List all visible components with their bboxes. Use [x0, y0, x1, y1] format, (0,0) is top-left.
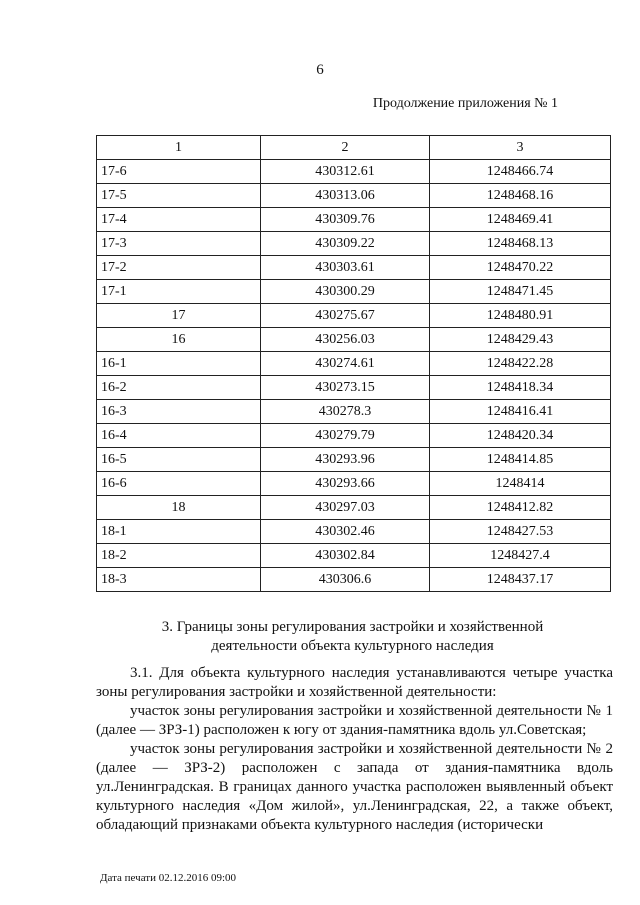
coordinates-table	[96, 135, 611, 592]
y-coordinate-cell: 1248480.91	[430, 304, 611, 328]
x-coordinate-cell: 430312.61	[261, 160, 430, 184]
y-coordinate-cell: 1248466.74	[430, 160, 611, 184]
print-date: Дата печати 02.12.2016 09:00	[100, 872, 237, 884]
x-coordinate-cell: 430306.6	[261, 568, 430, 592]
x-coordinate-cell: 430274.61	[261, 352, 430, 376]
table-row	[97, 448, 611, 472]
header-col-2: 2	[261, 136, 430, 160]
x-coordinate-cell: 430278.3	[261, 400, 430, 424]
table-row	[97, 160, 611, 184]
y-coordinate-cell: 1248414	[430, 472, 611, 496]
paragraph-3: участок зоны регулирования застройки и хозяйственной деятельности № 2 (далее — ЗРЗ-2) расположен с запада от здания-памятника вдоль ул.Ленинградская. В границах данного участка расположен выявленный объект культурного наследия «Дом жилой», ул.Ленинградская, 22, а также объект, обладающий признаками объекта культурного наследия (исторически	[96, 741, 613, 833]
point-label-cell: 17-3	[97, 232, 261, 256]
y-coordinate-cell: 1248471.45	[430, 280, 611, 304]
table-row	[97, 496, 611, 520]
body-text	[96, 664, 613, 835]
x-coordinate-cell: 430293.96	[261, 448, 430, 472]
table-row	[97, 256, 611, 280]
point-label-cell: 16-3	[97, 400, 261, 424]
x-coordinate-cell: 430256.03	[261, 328, 430, 352]
y-coordinate-cell: 1248468.13	[430, 232, 611, 256]
table-row	[97, 472, 611, 496]
section-heading-line-1: 3. Границы зоны регулирования застройки и хозяйственной	[161, 619, 544, 635]
point-label-cell: 16-4	[97, 424, 261, 448]
table-header-row	[97, 136, 611, 160]
y-coordinate-cell: 1248416.41	[430, 400, 611, 424]
paragraph-2: участок зоны регулирования застройки и хозяйственной деятельности № 1 (далее — ЗРЗ-1) расположен к югу от здания-памятника вдоль ул.Советская;	[96, 703, 613, 738]
y-coordinate-cell: 1248420.34	[430, 424, 611, 448]
x-coordinate-cell: 430309.76	[261, 208, 430, 232]
x-coordinate-cell: 430275.67	[261, 304, 430, 328]
y-coordinate-cell: 1248418.34	[430, 376, 611, 400]
table-row	[97, 184, 611, 208]
table-row	[97, 400, 611, 424]
point-label-cell: 16	[97, 328, 261, 352]
x-coordinate-cell: 430297.03	[261, 496, 430, 520]
page-number: 6	[316, 62, 324, 78]
table-row	[97, 208, 611, 232]
table-row	[97, 280, 611, 304]
y-coordinate-cell: 1248429.43	[430, 328, 611, 352]
y-coordinate-cell: 1248469.41	[430, 208, 611, 232]
table-row	[97, 544, 611, 568]
table-row	[97, 232, 611, 256]
y-coordinate-cell: 1248470.22	[430, 256, 611, 280]
section-heading-line-2: деятельности объекта культурного наследия	[211, 638, 494, 654]
table-row	[97, 568, 611, 592]
paragraph-1: 3.1. Для объекта культурного наследия устанавливаются четыре участка зоны регулирования застройки и хозяйственной деятельности:	[96, 665, 613, 700]
point-label-cell: 16-5	[97, 448, 261, 472]
y-coordinate-cell: 1248414.85	[430, 448, 611, 472]
y-coordinate-cell: 1248422.28	[430, 352, 611, 376]
point-label-cell: 18-1	[97, 520, 261, 544]
x-coordinate-cell: 430302.46	[261, 520, 430, 544]
table-row	[97, 520, 611, 544]
x-coordinate-cell: 430300.29	[261, 280, 430, 304]
point-label-cell: 16-2	[97, 376, 261, 400]
x-coordinate-cell: 430302.84	[261, 544, 430, 568]
section-heading	[90, 618, 615, 656]
point-label-cell: 17-2	[97, 256, 261, 280]
point-label-cell: 17	[97, 304, 261, 328]
y-coordinate-cell: 1248437.17	[430, 568, 611, 592]
table-row	[97, 352, 611, 376]
x-coordinate-cell: 430273.15	[261, 376, 430, 400]
x-coordinate-cell: 430293.66	[261, 472, 430, 496]
y-coordinate-cell: 1248427.53	[430, 520, 611, 544]
point-label-cell: 16-6	[97, 472, 261, 496]
y-coordinate-cell: 1248468.16	[430, 184, 611, 208]
x-coordinate-cell: 430309.22	[261, 232, 430, 256]
point-label-cell: 16-1	[97, 352, 261, 376]
point-label-cell: 17-5	[97, 184, 261, 208]
point-label-cell: 18	[97, 496, 261, 520]
point-label-cell: 18-3	[97, 568, 261, 592]
point-label-cell: 17-1	[97, 280, 261, 304]
point-label-cell: 17-4	[97, 208, 261, 232]
table-row	[97, 304, 611, 328]
x-coordinate-cell: 430303.61	[261, 256, 430, 280]
table-row	[97, 424, 611, 448]
y-coordinate-cell: 1248427.4	[430, 544, 611, 568]
coordinates-table-body	[97, 160, 611, 592]
point-label-cell: 18-2	[97, 544, 261, 568]
point-label-cell: 17-6	[97, 160, 261, 184]
table-row	[97, 328, 611, 352]
table-row	[97, 376, 611, 400]
x-coordinate-cell: 430279.79	[261, 424, 430, 448]
header-col-1: 1	[97, 136, 261, 160]
header-col-3: 3	[430, 136, 611, 160]
x-coordinate-cell: 430313.06	[261, 184, 430, 208]
appendix-note: Продолжение приложения № 1	[372, 96, 558, 111]
y-coordinate-cell: 1248412.82	[430, 496, 611, 520]
